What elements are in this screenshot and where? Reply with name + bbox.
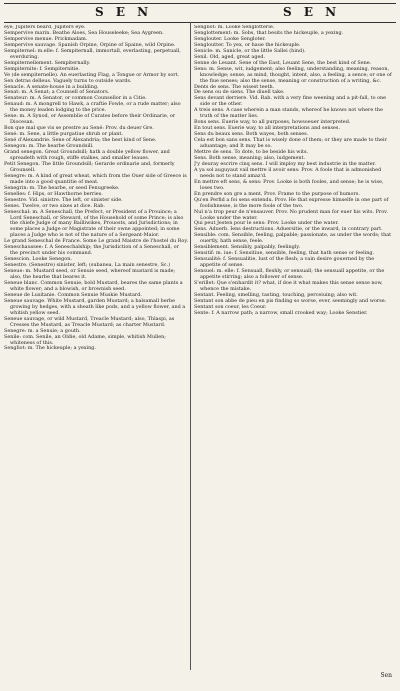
left-column	[4, 25, 188, 665]
dictionary-entry: Seneue sauvage. White Mustard, garden Mustard; a balsamall herbe growing by hedges, with a sheath like pods, and a yellow flower, and a whitish yellow seed.	[4, 297, 186, 316]
dictionary-entry: Sempiternellement. Sempiternally.	[4, 59, 91, 66]
dictionary-entry: Mettre de sens. To dote, to be beside his wits.	[194, 149, 309, 156]
dictionary-entry: A ya sol auguyaut vail mettre il avoir sens: Prov. A foole that is admonished needs not to stand amaz'd.	[194, 166, 382, 179]
dictionary-entry: Grand senegon. Great Groundsill; hath a double yellow flower, and spreadeth with rough, stiffe stalkes, and smaller leaues.	[4, 149, 170, 161]
dictionary-entry: A treis sens. A case wherein a man stands, whereof he knows not where the truth of the matter lies.	[194, 107, 383, 120]
dictionary-entry: Senegre: m. a Senuie; a gouth.	[4, 327, 81, 334]
dictionary-entry: Seneue de Lusitanie. Common Senuie Muskie Mustard.	[4, 291, 142, 298]
dictionary-entry: En mettre eft sens, & sens: Prov. Looke is both fooles, and sense; he is wise, loses two.	[194, 178, 384, 191]
dictionary-entry: Sens. Both sense, meaning; also, iudgement.	[194, 154, 306, 161]
dictionary-entry: De sens ou de siens. The diuell take.	[194, 89, 285, 96]
dictionary-entry: Seneschal: m. A Seneschall, the Prefect, or President of a Prouince; a Lord Seneschall, or Steward, of the Household of some Prince; is also the chiefe Judge of many Bailliwikes, Prouosts, and Jurisdictions; in some places a Judge or Magistrate of their owne appointed; in some places a Judge who is not of the nature of a Sergeant-Maior.	[4, 208, 184, 239]
dictionary-entry: eye, Jupiters beard, Jupiters eye.	[4, 25, 86, 30]
dictionary-entry: Sens: m. Sense, wit, iudgement; also feeling, understanding, meaning, reason, knowledge; sense, as mind, thought, intent, also, a feeling, a sence; or one of the fiue senses; also the sense, meaning or construction of a writing, &c.	[194, 65, 392, 84]
dictionary-entry: Senat: m. A Senat; a Counsell of Senators.	[4, 89, 110, 96]
dictionary-entry: Senicle: m. Sanicle, or the little Sallei (hind).	[194, 47, 306, 54]
dictionary-entry: Seneue: m. Mustard seed, or Senuie seed, whereof mustard is made; also, the hearbe that beares it.	[4, 268, 176, 281]
dictionary-entry: Sempervive marin. Beathe Aloes, Sea Houseleeke; Sea Aygreen.	[4, 29, 164, 36]
dictionary-entry: Sentant. Feeling, smelling, tasting, touching, perceiuing; also wit.	[194, 291, 358, 298]
dictionary-entry: Senegon: m. The hearbe Groundsill.	[4, 143, 94, 150]
dictionary-entry: Senil. Old, aged, great aged.	[194, 53, 266, 60]
dictionary-entry: Senes. Twelve, or two sixes at dice. Rab.	[4, 202, 105, 209]
right-column	[194, 25, 396, 665]
dictionary-entry: Sens du beaux sens. Both wayes, both senses.	[194, 131, 309, 138]
dictionary-entry: Dents de sens. The wisest teeth.	[194, 83, 275, 90]
dictionary-entry: Sensiblement. Sensibly, palpably, feelingly.	[194, 244, 301, 251]
dictionary-entry: Sengliot: m. The hickeuple; a yexing.	[4, 345, 96, 352]
dictionary-entry: Sentant son coeur, les Coeur.	[194, 303, 267, 310]
dictionary-entry: Sempervive menue. Prickmadam.	[4, 35, 88, 42]
dictionary-entry: Seneschaussee: f. A Seneschalship; the Jurisdiction of a Seneschall, or the precinct under his command.	[4, 244, 179, 257]
dictionary-entry: Seneue sauvage, or wild Mustard, Treacle Mustard; also, Thlaspi, as Cresses the Mustard, as Treacle Mustard; as charter Mustard.	[4, 315, 175, 328]
running-head-left: S E N	[95, 5, 153, 19]
dictionary-entry: Sengliot: m. Looke Senglotterie.	[194, 25, 275, 30]
dictionary-entry: Sene: m. A Synod, or Assemblie of Curates before their Ordinarie, or Diocesan.	[4, 113, 176, 126]
dictionary-entry: Senateur: m. A Senator, or common Counsellor in a Citie.	[4, 95, 147, 102]
dictionary-entry: Senestre. (Senestre) sinister, left; (subanea, La main senestre, Sc.)	[4, 262, 171, 269]
dictionary-entry: Sené d'Alexandrie. Sene of Alexandria; the best kind of Sene.	[4, 137, 157, 144]
dictionary-entry: Sené: m. Sene, a little purgatiue shrub or plant.	[4, 131, 123, 138]
dictionary-entry: Cela est bon sans sens. That is wisely done of them; or they are made to their aduantage; and It may be so.	[194, 137, 387, 150]
dictionary-entry: Sempiternel: m.elle: f. Sempiternall, immortall, everlasting, perpetuall, everduring.	[4, 47, 181, 60]
dictionary-entry: Senescion. Looke Senegon.	[4, 256, 72, 263]
dictionary-entry: Bon que mal que vis se prestre au Sené: Prov. du deuer Gre.	[4, 125, 154, 132]
dictionary-entry: Senestre. Vid. sinistre. The left, or sinister side.	[4, 196, 123, 203]
dictionary-entry: Qu'en Perfid a foi sens entendu. Prov. He that expresse himselfe in one part of foolishnesse, is the more foole of the two.	[194, 196, 389, 209]
catchword: Sen	[380, 672, 392, 679]
dictionary-entry: Sen detras delleus. Vaguely turns to outside wards.	[4, 77, 132, 84]
dictionary-entry: Sentant son abbe de pieu en pis finding so worse, ever, seemingly and worse.	[194, 297, 387, 304]
dictionary-entry: Ve (de sempiternelle). An euerlasting Flag, a Tongue or Armor by sort.	[4, 71, 180, 78]
dictionary-entry: Sempiternite: f. Sempiternitie.	[4, 65, 80, 72]
dictionary-entry: Sens. Aduerb. Iens destructions. Aduersitie, or the inward, in contrary part.	[194, 226, 383, 233]
dictionary-entry: Senile: com. Senile, an Oldie, old Adame, simple, whitish Mullen; whiteness of this.	[4, 333, 166, 346]
dictionary-entry: Senacle. A senate-house in a building.	[4, 83, 99, 90]
dictionary-entry: Nul n'a trop peur de n'ensauver. Prov. No prudent man for euer his wits. Prov. Looke under the water.	[194, 208, 388, 221]
dictionary-entry: Senglouter. Looke Sengloter.	[194, 35, 266, 42]
dictionary-entry: Senne de Leuant. Sene of the East, Leuant Sene, the best kind of Sene.	[194, 59, 372, 66]
dictionary-entry: S'erillet: Que s'enhardit it? what, if doe it what makes this sense sense now, whence the mistake.	[194, 279, 383, 292]
dictionary-entry: Senelles: f. Hips, or Hawthorne berries.	[4, 190, 103, 197]
column-divider	[190, 22, 191, 670]
dictionary-entry: Senegrin: m. The hearbe, or seed Fenugreeke.	[4, 184, 120, 191]
dictionary-entry: En prendre son gre a ment, Prov. Frame to the purpose of humors.	[194, 190, 360, 197]
dictionary-entry: Bons sens. Euerie way, to all purposes, howsoeuer interpreted.	[194, 119, 351, 126]
dictionary-entry: Le grand Seneschal de France. Some Le grand Maistre de l'hostel du Roy.	[4, 238, 188, 245]
dictionary-entry: Senaud: m. A mongrell to Hawk, a craftie Fowle, or a rude matter; also the money leaden lodging to the price.	[4, 101, 181, 114]
dictionary-entry: Sempervive sauvage. Spanish Orpine, Orpine of Spaine, wild Orpine.	[4, 41, 176, 48]
dictionary-entry: Sensuel: m. elle: f. Sensuall, fleshly, or sensuall; the sensuall appetite, or the appetite stirring; also a follower of sense.	[194, 268, 385, 281]
dictionary-entry: J'y deuray escrire cinq sens. I will imploy my best industrie in the matter.	[194, 160, 376, 167]
dictionary-entry: Senegre: m. A kind of great wheat, which from the Ouer side of Greece is made into a good quantitie of meat.	[4, 172, 187, 185]
dictionary-entry: Sensualité: f. Sensualitie, lust of the flesh; a vain desire gouerned by the appetite of sense.	[194, 256, 375, 269]
dictionary-entry: Sensitif: m. iue: f. Sensitiue, sensible, feeling, that hath sense or feeling.	[194, 250, 375, 257]
dictionary-entry: Sens devant derriere. Vid. Rab. with a very fine weening and a pit-fall, to one side or the other.	[194, 95, 387, 108]
dictionary-entry: Senglottement: m. Sobs, that besits the hickeuple, a yexing.	[194, 29, 344, 36]
running-head-right: S E N	[283, 5, 341, 19]
dictionary-entry: En tout sens. Euerie way, to all interpretations and senses.	[194, 125, 340, 132]
dictionary-entry: Petit Senegon. The little Groundsill; Gerarde ordinarie and, formerly Grounsell.	[4, 160, 175, 173]
dictionary-entry: Sente: f. A narrow path; a narrow, small crooked way; Looke Senstier.	[194, 309, 368, 316]
dictionary-entry: Seneue blanc. Common Senuie, bold Mustard, beares the same plants a white flower; and a blowish, or brownish seed.	[4, 279, 183, 292]
dictionary-entry: Sensible: com. Sensible, feeling, palpable; passionate, as under the words; that ouertly, hath sense, feele.	[194, 232, 392, 245]
dictionary-entry: Qui peut Jesten pour le sens: Prov. Looke under the water.	[194, 220, 339, 227]
dictionary-entry: Sengloutter. To yex, or haue the hickeuple.	[194, 41, 301, 48]
